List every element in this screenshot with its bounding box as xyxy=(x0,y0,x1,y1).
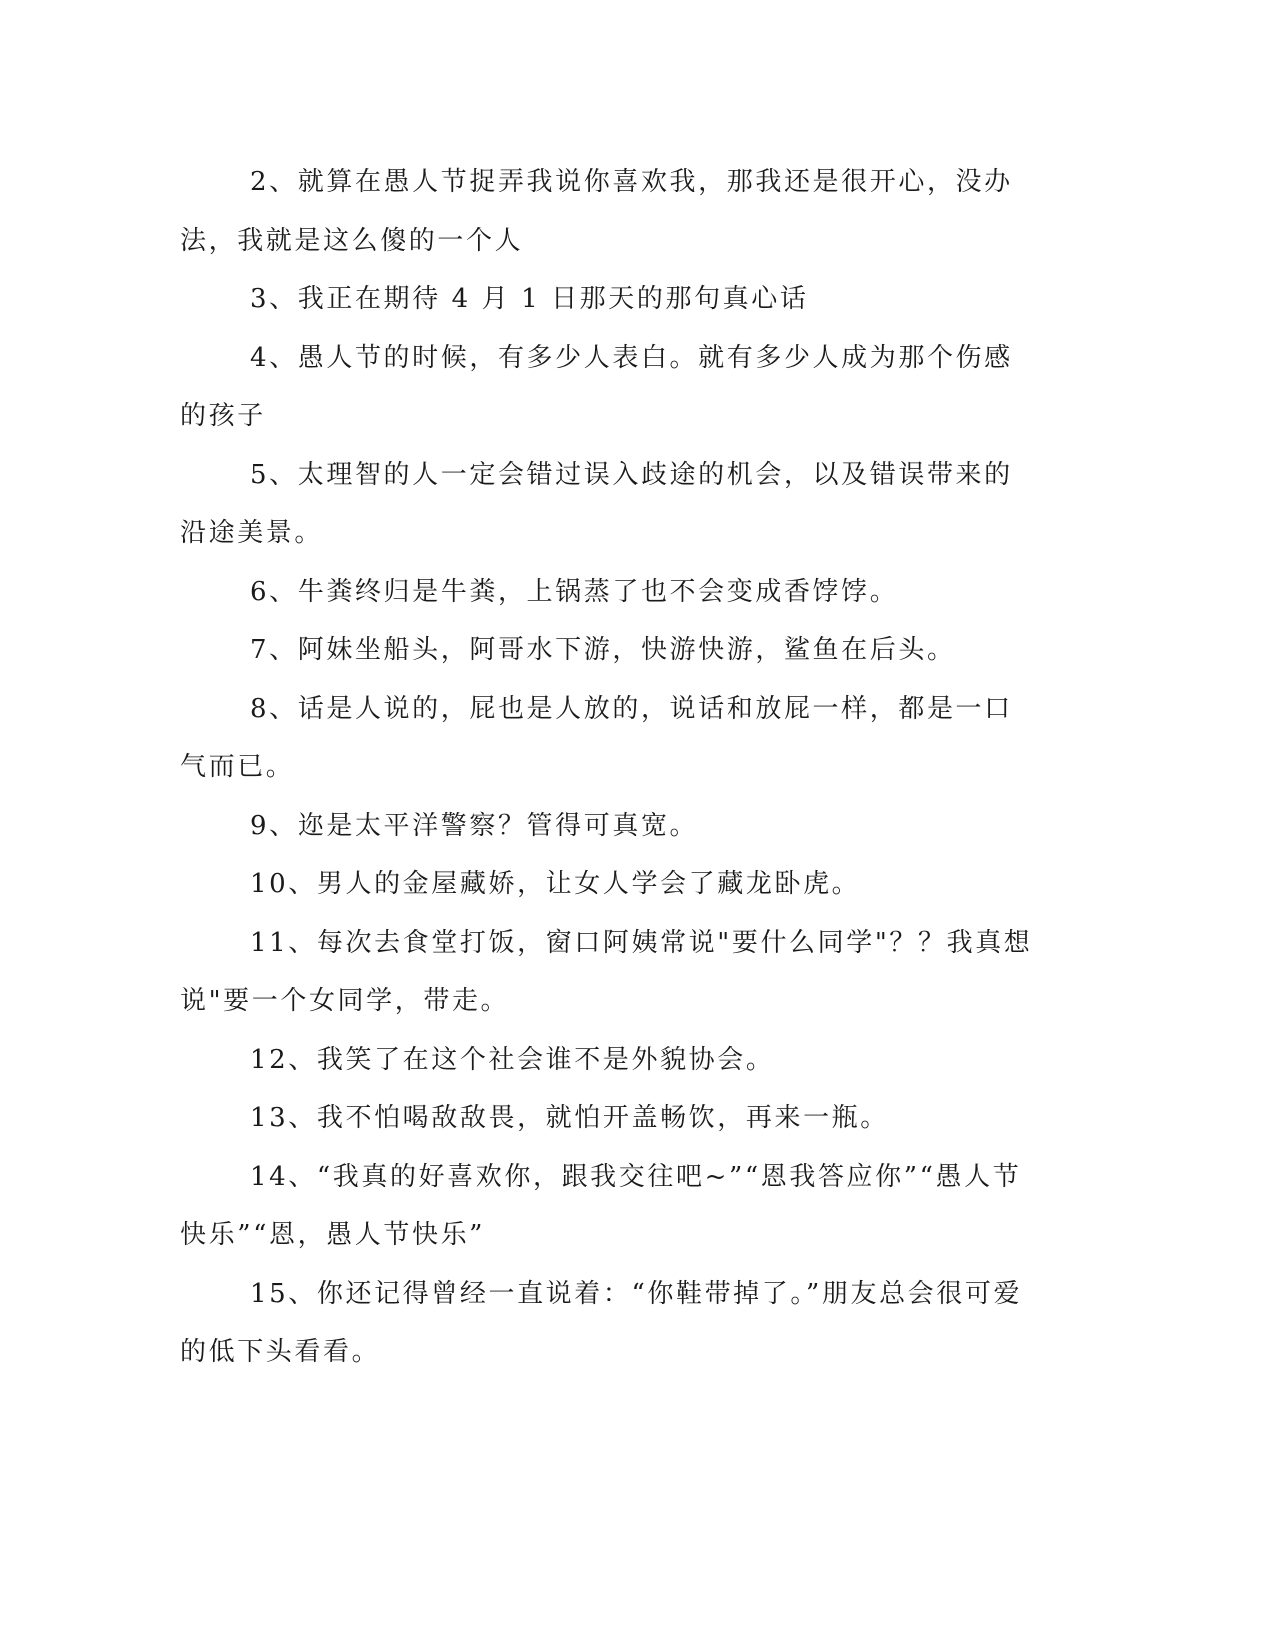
document-body xyxy=(180,153,1040,1382)
paragraph-3: 3、我正在期待 4 月 1 日那天的那句真心话 xyxy=(250,284,809,314)
paragraph-15: 15、你还记得曾经一直说着：“你鞋带掉了。”朋友总会很可爱的低下头看看。 xyxy=(180,1278,1023,1367)
paragraph-10: 10、男人的金屋藏娇，让女人学会了藏龙卧虎。 xyxy=(250,869,861,899)
paragraph-6: 6、牛粪终归是牛粪，上锅蒸了也不会变成香饽饽。 xyxy=(250,576,899,607)
paragraph-9: 9、迩是太平洋警察？管得可真宽。 xyxy=(250,810,699,841)
paragraph-4: 4、愚人节的时候，有多少人表白。就有多少人成为那个伤感的孩子 xyxy=(180,342,1013,431)
paragraph-14: 14、“我真的好喜欢你，跟我交往吧~”“恩我答应你”“愚人节快乐”“恩，愚人节快乐” xyxy=(180,1161,1022,1250)
paragraph-7: 7、阿妹坐船头，阿哥水下游，快游快游，鲨鱼在后头。 xyxy=(250,635,956,665)
paragraph-12: 12、我笑了在这个社会谁不是外貌协会。 xyxy=(250,1044,775,1075)
paragraph-11: 11、每次去食堂打饭，窗口阿姨常说"要什么同学"？？我真想说"要一个女同学，带走。 xyxy=(180,927,1033,1016)
paragraph-2: 2、就算在愚人节捉弄我说你喜欢我，那我还是很开心，没办法，我就是这么傻的一个人 xyxy=(180,167,1013,256)
paragraph-5: 5、太理智的人一定会错过误入歧途的机会，以及错误带来的沿途美景。 xyxy=(180,459,1013,548)
paragraph-8: 8、话是人说的，屁也是人放的，说话和放屁一样，都是一口气而已。 xyxy=(180,693,1013,782)
paragraph-13: 13、我不怕喝敌敌畏，就怕开盖畅饮，再来一瓶。 xyxy=(250,1103,889,1133)
